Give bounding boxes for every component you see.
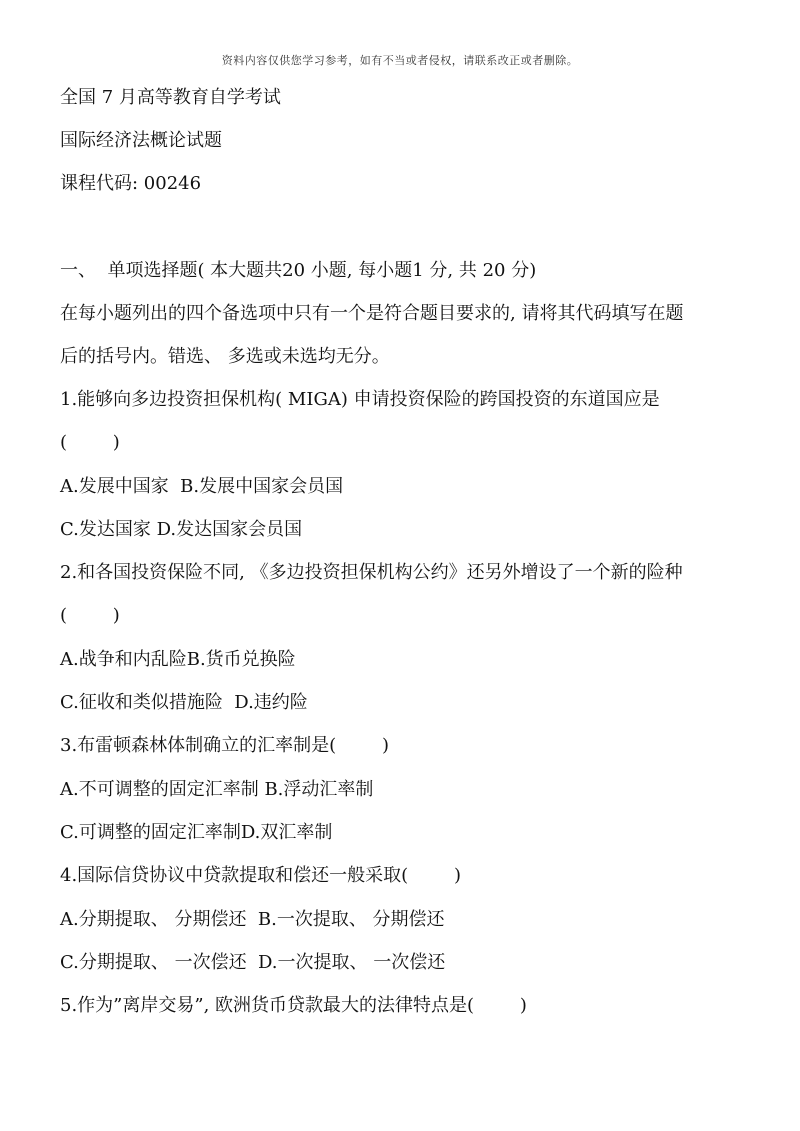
question-options: A.战争和内乱险B.货币兑换险: [60, 649, 296, 670]
question-options: C.可调整的固定汇率制D.双汇率制: [60, 822, 333, 843]
question-options: A.不可调整的固定汇率制 B.浮动汇率制: [60, 779, 374, 800]
question-stem: 5.作为”离岸交易”, 欧洲货币贷款最大的法律特点是( ): [60, 995, 527, 1016]
question-options: C.征收和类似措施险 D.违约险: [60, 692, 308, 713]
question-answer-blank: ( ): [60, 432, 120, 453]
question-stem: 4.国际信贷协议中贷款提取和偿还一般采取( ): [60, 865, 461, 886]
question-answer-blank: ( ): [60, 605, 120, 626]
question-stem: 1.能够向多边投资担保机构( MIGA) 申请投资保险的跨国投资的东道国应是: [60, 389, 660, 410]
course-code: 课程代码: 00246: [60, 173, 202, 194]
section-title: 一、 单项选择题( 本大题共20 小题, 每小题1 分, 共 20 分): [60, 260, 537, 281]
section-instruction: 在每小题列出的四个备选项中只有一个是符合题目要求的, 请将其代码填写在题: [60, 303, 684, 324]
section-instruction-cont: 后的括号内。错选、 多选或未选均无分。: [60, 346, 390, 367]
question-stem: 3.布雷顿森林体制确立的汇率制是( ): [60, 735, 389, 756]
question-options: A.分期提取、 分期偿还 B.一次提取、 分期偿还: [60, 909, 445, 930]
exam-title: 全国 7 月高等教育自学考试: [60, 87, 281, 108]
copyright-notice: 资料内容仅供您学习参考，如有不当或者侵权，请联系改正或者删除。: [221, 54, 579, 67]
question-options: C.分期提取、 一次偿还 D.一次提取、 一次偿还: [60, 952, 446, 973]
subject-title: 国际经济法概论试题: [60, 130, 222, 151]
question-options: A.发展中国家 B.发展中国家会员国: [60, 476, 344, 497]
question-options: C.发达国家 D.发达国家会员国: [60, 519, 303, 540]
question-stem: 2.和各国投资保险不同, 《多边投资担保机构公约》还另外增设了一个新的险种: [60, 562, 683, 583]
